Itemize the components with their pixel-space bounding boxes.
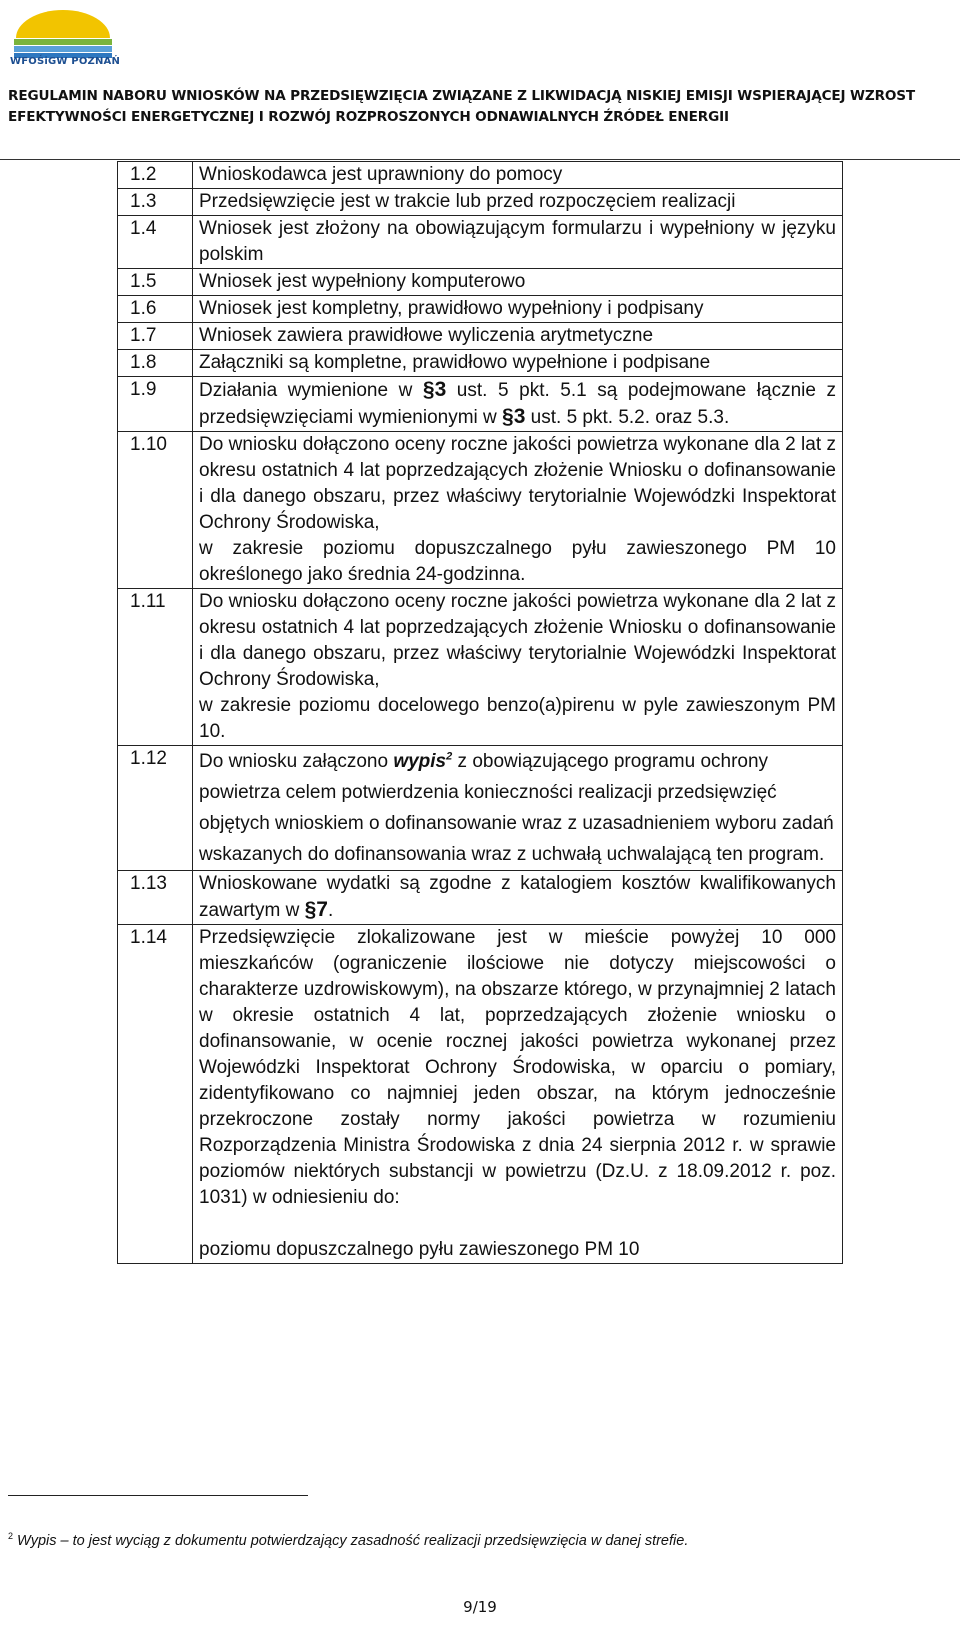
row-text [193, 871, 843, 925]
text-paragraph: w zakresie poziomu docelowego benzo(a)pirenu w pyle zawieszonym PM 10. [199, 695, 836, 742]
row-text: Wniosek jest kompletny, prawidłowo wypełniony i podpisany [193, 296, 843, 323]
header-title-line-2: EFEKTYWNOŚCI ENERGETYCZNEJ I ROZWÓJ ROZPROSZONYCH ODNAWIALNYCH ŹRÓDEŁ ENERGII [8, 109, 729, 125]
row-number: 1.4 [118, 216, 193, 269]
table-row [118, 216, 843, 269]
table-row [118, 432, 843, 589]
table-row [118, 746, 843, 871]
row-text: Wniosek jest złożony na obowiązującym formularzu i wypełniony w języku polskim [193, 216, 843, 269]
text-segment: z obowiązującego programu ochrony powietrza celem potwierdzenia konieczności realizacji przedsięwzięć objętych wnioskiem o dofinansowanie wraz z uzasadnieniem wyboru zadań wskazanych do dofinansowania wraz z uchwałą uchwalającą ten program. [199, 751, 834, 865]
table-row [118, 377, 843, 432]
page-number: 9/19 [463, 1598, 497, 1616]
row-number: 1.8 [118, 350, 193, 377]
row-text [193, 589, 843, 746]
footnote-number: 2 [8, 1531, 14, 1542]
text-paragraph: Do wniosku dołączono oceny roczne jakości powietrza wykonane dla 2 lat z okresu ostatnich 4 lat poprzedzających złożenie Wniosku o dofinansowanie i dla danego obszaru, przez właściwy terytorialnie Wojewódzki Inspektorat Ochrony Środowiska, [199, 434, 836, 533]
footnote-text: Wypis – to jest wyciąg z dokumentu potwierdzający zasadność realizacji przedsięwzięcia w danej strefie. [17, 1533, 689, 1549]
row-text: Wniosek jest wypełniony komputerowo [193, 269, 843, 296]
row-number: 1.3 [118, 189, 193, 216]
text-segment: . [327, 900, 334, 921]
row-text [193, 377, 843, 432]
text-paragraph: Do wniosku dołączono oceny roczne jakości powietrza wykonane dla 2 lat z okresu ostatnich 4 lat poprzedzających złożenie Wniosku o dofinansowanie i dla danego obszaru, przez właściwy terytorialnie Wojewódzki Inspektorat Ochrony Środowiska, [199, 591, 836, 690]
emphasized-term: wypis [393, 751, 447, 772]
table-row [118, 189, 843, 216]
table-row [118, 589, 843, 746]
row-text: Wnioskodawca jest uprawniony do pomocy [193, 162, 843, 189]
table-row [118, 162, 843, 189]
section-reference: §7 [304, 898, 328, 921]
row-text [193, 746, 843, 871]
row-number: 1.2 [118, 162, 193, 189]
section-reference: §3 [502, 405, 526, 428]
header-rule [0, 159, 960, 160]
table-row [118, 925, 843, 1264]
text-segment: Do wniosku załączono [199, 751, 394, 772]
row-number: 1.9 [118, 377, 193, 432]
text-segment: Działania wymienione w [199, 380, 423, 401]
row-number: 1.7 [118, 323, 193, 350]
document-header-title [8, 86, 952, 128]
text-segment: ust. 5 pkt. 5.2. oraz 5.3. [525, 407, 730, 428]
row-number: 1.13 [118, 871, 193, 925]
row-number: 1.10 [118, 432, 193, 589]
text-paragraph: w zakresie poziomu dopuszczalnego pyłu zawieszonego PM 10 określonego jako średnia 24-godzinna. [199, 538, 836, 585]
text-segment: Wnioskowane wydatki są zgodne z katalogiem kosztów kwalifikowanych zawartym w [199, 873, 836, 921]
table-row [118, 323, 843, 350]
row-number: 1.14 [118, 925, 193, 1264]
section-reference: §3 [422, 378, 447, 401]
row-text [193, 925, 843, 1264]
row-text: Przedsięwzięcie jest w trakcie lub przed rozpoczęciem realizacji [193, 189, 843, 216]
row-number: 1.5 [118, 269, 193, 296]
row-text: Wniosek zawiera prawidłowe wyliczenia arytmetyczne [193, 323, 843, 350]
row-text: Załączniki są kompletne, prawidłowo wypełnione i podpisane [193, 350, 843, 377]
footnote-marker: 2 [446, 750, 453, 763]
footnote [8, 1533, 688, 1549]
paragraph-gap [199, 1211, 836, 1237]
table-row [118, 871, 843, 925]
footnote-separator [8, 1495, 308, 1496]
row-text [193, 432, 843, 589]
table-row [118, 269, 843, 296]
text-paragraph: Przedsięwzięcie zlokalizowane jest w mieście powyżej 10 000 mieszkańców (ograniczenie ilościowe nie dotyczy miejscowości o charakterze uzdrowiskowym), na obszarze którego, w przynajmniej 2 latach w okresie ostatnich 4 lat, poprzedzających złożenie wniosku o dofinansowanie, w ocenie rocznej jakości powietrza wykonanej przez Wojewódzki Inspektorat Ochrony Środowiska, w oparciu o pomiary, zidentyfikowano co najmniej jeden obszar, na którym jednocześnie przekroczone zostały normy jakości powietrza w rozumieniu Rozporządzenia Ministra Środowiska z dnia 24 sierpnia 2012 r. w sprawie poziomów niektórych substancji w powietrzu (Dz.U. z 18.09.2012 r. poz. 1031) w odniesieniu do: [199, 927, 836, 1208]
header-title-line-1: REGULAMIN NABORU WNIOSKÓW NA PRZEDSIĘWZIĘCIA ZWIĄZANE Z LIKWIDACJĄ NISKIEJ EMISJI WSPIERAJĄCEJ WZROST [8, 88, 916, 104]
row-number: 1.12 [118, 746, 193, 871]
table-row [118, 350, 843, 377]
criteria-table [117, 161, 843, 1264]
row-number: 1.6 [118, 296, 193, 323]
text-segment: ust. 5 pkt. 5.1 są podejmowane łącznie z przedsięwzięciami wymienionymi w [199, 380, 836, 428]
logo-text: WFOŚiGW POZNAŃ [10, 56, 121, 67]
row-number: 1.11 [118, 589, 193, 746]
text-paragraph: poziomu dopuszczalnego pyłu zawieszonego PM 10 [199, 1239, 640, 1260]
table-row [118, 296, 843, 323]
